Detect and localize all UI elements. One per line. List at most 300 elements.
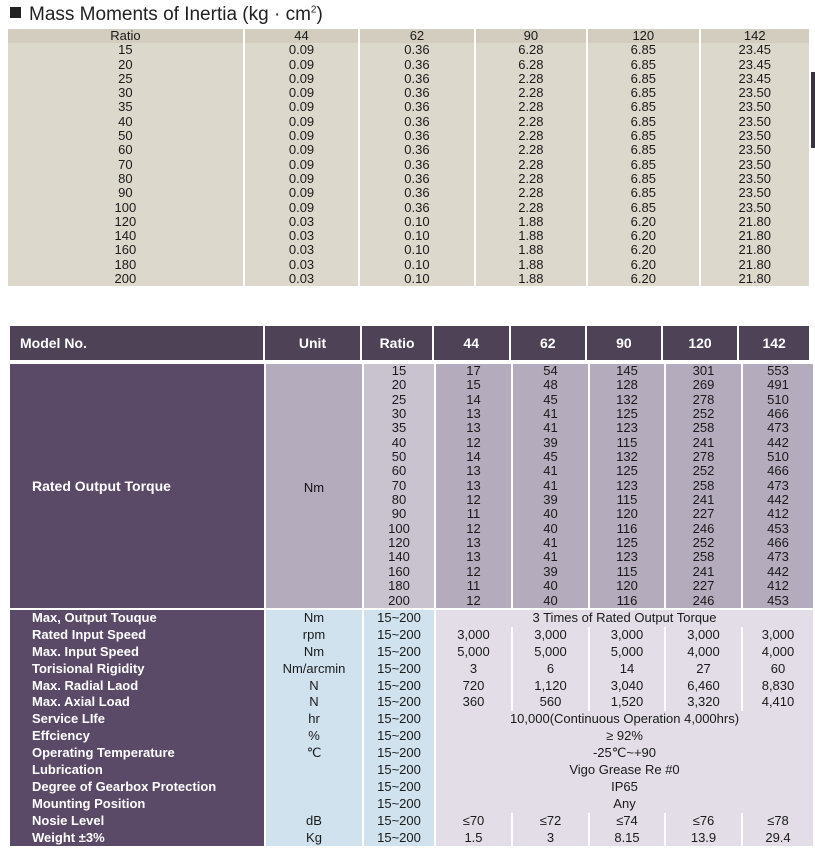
inertia-cell: 21.80 [701, 258, 809, 272]
torque-cell: 278 [666, 393, 741, 407]
inertia-header-cell: 62 [360, 29, 473, 43]
inertia-cell: 6.28 [476, 58, 586, 72]
property-value: 3 [513, 830, 588, 847]
inertia-row [8, 43, 809, 57]
torque-cell: 510 [743, 393, 813, 407]
torque-cell: 125 [590, 464, 664, 478]
torque-cell: 442 [743, 565, 813, 579]
torque-cell: 258 [666, 479, 741, 493]
property-value: 6 [513, 661, 588, 678]
inertia-row [8, 100, 809, 114]
property-label: Operating Temperature [10, 745, 264, 762]
property-value: 5,000 [513, 644, 588, 661]
inertia-cell: 0.36 [360, 172, 473, 186]
torque-cell: 11 [436, 507, 511, 521]
property-value: ≤70 [436, 813, 511, 830]
inertia-cell: 2.28 [476, 158, 586, 172]
property-unit: dB [266, 813, 362, 830]
torque-cell: 12 [436, 565, 511, 579]
torque-cell: 160 [364, 565, 434, 579]
inertia-cell: 21.80 [701, 243, 809, 257]
property-row [10, 678, 813, 695]
inertia-row [8, 72, 809, 86]
torque-cell: 241 [666, 565, 741, 579]
spec-header-cell: 90 [587, 326, 661, 360]
spec-header-cell: 62 [511, 326, 586, 360]
property-ratio: 15~200 [364, 694, 434, 711]
inertia-cell: 2.28 [476, 100, 586, 114]
property-ratio: 15~200 [364, 813, 434, 830]
inertia-cell: 0.36 [360, 72, 473, 86]
torque-cell: 491 [743, 378, 813, 392]
torque-cell: 145 [590, 364, 664, 378]
property-ratio: 15~200 [364, 678, 434, 695]
inertia-table [8, 29, 809, 286]
inertia-cell: 6.85 [588, 129, 698, 143]
torque-cell: 90 [364, 507, 434, 521]
property-label: Mounting Position [10, 796, 264, 813]
inertia-cell: 35 [8, 100, 243, 114]
property-row [10, 796, 813, 813]
inertia-cell: 0.09 [245, 72, 358, 86]
torque-cell: 41 [513, 421, 588, 435]
inertia-header-cell: 90 [476, 29, 586, 43]
property-value: 8,830 [743, 678, 813, 695]
property-label: Nosie Level [10, 813, 264, 830]
inertia-cell: 15 [8, 43, 243, 57]
torque-cell: 120 [590, 507, 664, 521]
property-value-span: Vigo Grease Re #0 [436, 762, 813, 779]
torque-cell: 39 [513, 436, 588, 450]
property-value: 13.9 [666, 830, 741, 847]
property-value: 4,000 [666, 644, 741, 661]
torque-cell: 553 [743, 364, 813, 378]
property-value-span: 3 Times of Rated Output Torque [436, 610, 813, 627]
torque-cell: 442 [743, 436, 813, 450]
inertia-cell: 6.20 [588, 215, 698, 229]
property-ratio: 15~200 [364, 627, 434, 644]
torque-cell: 116 [590, 594, 664, 608]
property-value: 27 [666, 661, 741, 678]
torque-cell: 120 [364, 536, 434, 550]
inertia-cell: 6.20 [588, 258, 698, 272]
inertia-cell: 2.28 [476, 186, 586, 200]
inertia-cell: 140 [8, 229, 243, 243]
property-row [10, 711, 813, 728]
inertia-row [8, 172, 809, 186]
inertia-cell: 0.09 [245, 186, 358, 200]
torque-cell: 25 [364, 393, 434, 407]
torque-row [364, 565, 813, 579]
torque-cell: 12 [436, 493, 511, 507]
inertia-cell: 6.28 [476, 43, 586, 57]
torque-cell: 120 [590, 579, 664, 593]
property-ratio: 15~200 [364, 796, 434, 813]
torque-cell: 278 [666, 450, 741, 464]
torque-cell: 13 [436, 421, 511, 435]
torque-cell: 41 [513, 550, 588, 564]
torque-cell: 241 [666, 436, 741, 450]
property-value: 3,320 [666, 694, 741, 711]
torque-cell: 12 [436, 436, 511, 450]
torque-cell: 473 [743, 550, 813, 564]
torque-cell: 35 [364, 421, 434, 435]
property-label: Max. Axial Load [10, 694, 264, 711]
inertia-cell: 6.85 [588, 58, 698, 72]
torque-label: Rated Output Torque [10, 364, 264, 608]
inertia-cell: 23.50 [701, 172, 809, 186]
torque-cell: 269 [666, 378, 741, 392]
torque-row [364, 479, 813, 493]
inertia-cell: 0.36 [360, 143, 473, 157]
inertia-row [8, 229, 809, 243]
torque-cell: 20 [364, 378, 434, 392]
inertia-cell: 160 [8, 243, 243, 257]
torque-cell: 40 [513, 522, 588, 536]
inertia-cell: 23.50 [701, 86, 809, 100]
inertia-cell: 0.09 [245, 201, 358, 215]
torque-cell: 473 [743, 421, 813, 435]
torque-cell: 115 [590, 565, 664, 579]
property-row [10, 644, 813, 661]
inertia-cell: 0.36 [360, 58, 473, 72]
property-value: 3,000 [590, 627, 664, 644]
property-unit: hr [266, 711, 362, 728]
property-ratio: 15~200 [364, 728, 434, 745]
inertia-row [8, 129, 809, 143]
torque-grid [364, 364, 813, 608]
inertia-row [8, 186, 809, 200]
inertia-cell: 0.09 [245, 86, 358, 100]
property-unit [266, 762, 362, 779]
inertia-cell: 23.50 [701, 115, 809, 129]
inertia-cell: 0.36 [360, 43, 473, 57]
torque-cell: 11 [436, 579, 511, 593]
spec-header-cell: Unit [265, 326, 361, 360]
property-unit: rpm [266, 627, 362, 644]
inertia-cell: 0.10 [360, 272, 473, 286]
torque-cell: 466 [743, 464, 813, 478]
torque-cell: 116 [590, 522, 664, 536]
torque-block [10, 364, 813, 608]
inertia-cell: 0.09 [245, 158, 358, 172]
property-label: Degree of Gearbox Protection [10, 779, 264, 796]
inertia-cell: 20 [8, 58, 243, 72]
side-accent-bar [811, 72, 815, 148]
inertia-cell: 6.85 [588, 72, 698, 86]
property-value: 5,000 [436, 644, 511, 661]
inertia-cell: 6.85 [588, 86, 698, 100]
inertia-header-cell: 44 [245, 29, 358, 43]
inertia-cell: 6.85 [588, 201, 698, 215]
property-value-span: Any [436, 796, 813, 813]
torque-row [364, 450, 813, 464]
inertia-cell: 0.36 [360, 86, 473, 100]
torque-cell: 45 [513, 450, 588, 464]
inertia-cell: 0.09 [245, 58, 358, 72]
torque-row [364, 594, 813, 608]
property-value: 8.15 [590, 830, 664, 847]
property-ratio: 15~200 [364, 779, 434, 796]
torque-unit: Nm [266, 364, 362, 608]
inertia-cell: 70 [8, 158, 243, 172]
inertia-cell: 0.10 [360, 229, 473, 243]
inertia-cell: 2.28 [476, 201, 586, 215]
property-row [10, 661, 813, 678]
inertia-cell: 0.03 [245, 229, 358, 243]
property-value-span: IP65 [436, 779, 813, 796]
inertia-cell: 0.03 [245, 272, 358, 286]
inertia-cell: 6.85 [588, 43, 698, 57]
torque-cell: 40 [513, 594, 588, 608]
torque-cell: 200 [364, 594, 434, 608]
torque-cell: 123 [590, 550, 664, 564]
property-value: 60 [743, 661, 813, 678]
inertia-cell: 23.50 [701, 143, 809, 157]
inertia-row [8, 158, 809, 172]
property-label: Max. Input Speed [10, 644, 264, 661]
property-ratio: 15~200 [364, 610, 434, 627]
inertia-cell: 0.36 [360, 186, 473, 200]
inertia-cell: 180 [8, 258, 243, 272]
property-value: 4,410 [743, 694, 813, 711]
inertia-row [8, 143, 809, 157]
inertia-cell: 2.28 [476, 72, 586, 86]
inertia-cell: 1.88 [476, 272, 586, 286]
property-label: Max. Radial Laod [10, 678, 264, 695]
inertia-cell: 23.50 [701, 158, 809, 172]
torque-cell: 252 [666, 536, 741, 550]
inertia-cell: 23.50 [701, 186, 809, 200]
torque-cell: 100 [364, 522, 434, 536]
torque-row [364, 493, 813, 507]
torque-cell: 12 [436, 594, 511, 608]
inertia-cell: 23.50 [701, 100, 809, 114]
torque-cell: 453 [743, 594, 813, 608]
torque-row [364, 407, 813, 421]
torque-row [364, 579, 813, 593]
torque-row [364, 464, 813, 478]
torque-cell: 40 [513, 507, 588, 521]
spec-header-cell: 120 [663, 326, 738, 360]
inertia-row [8, 115, 809, 129]
inertia-cell: 0.03 [245, 258, 358, 272]
property-value-span: 10,000(Continuous Operation 4,000hrs) [436, 711, 813, 728]
inertia-cell: 120 [8, 215, 243, 229]
inertia-header-cell: 120 [588, 29, 698, 43]
property-ratio: 15~200 [364, 762, 434, 779]
torque-cell: 50 [364, 450, 434, 464]
torque-cell: 301 [666, 364, 741, 378]
inertia-row [8, 215, 809, 229]
torque-cell: 17 [436, 364, 511, 378]
torque-cell: 15 [364, 364, 434, 378]
torque-row [364, 378, 813, 392]
inertia-cell: 0.36 [360, 115, 473, 129]
property-unit: ℃ [266, 745, 362, 762]
spec-header-cell: 142 [739, 326, 809, 360]
torque-cell: 125 [590, 407, 664, 421]
torque-cell: 412 [743, 507, 813, 521]
property-value: ≤76 [666, 813, 741, 830]
property-row [10, 694, 813, 711]
inertia-cell: 40 [8, 115, 243, 129]
inertia-row [8, 243, 809, 257]
torque-cell: 132 [590, 450, 664, 464]
inertia-cell: 60 [8, 143, 243, 157]
torque-cell: 442 [743, 493, 813, 507]
inertia-cell: 25 [8, 72, 243, 86]
torque-cell: 123 [590, 421, 664, 435]
torque-cell: 473 [743, 479, 813, 493]
torque-cell: 13 [436, 550, 511, 564]
property-value: 720 [436, 678, 511, 695]
torque-cell: 30 [364, 407, 434, 421]
inertia-header-cell: 142 [701, 29, 809, 43]
property-value: 3 [436, 661, 511, 678]
property-unit: N [266, 678, 362, 695]
torque-cell: 412 [743, 579, 813, 593]
inertia-cell: 1.88 [476, 229, 586, 243]
torque-row [364, 436, 813, 450]
property-ratio: 15~200 [364, 661, 434, 678]
property-value: ≤78 [743, 813, 813, 830]
torque-cell: 13 [436, 479, 511, 493]
inertia-cell: 0.09 [245, 43, 358, 57]
torque-cell: 15 [436, 378, 511, 392]
property-label: Effciency [10, 728, 264, 745]
torque-cell: 140 [364, 550, 434, 564]
inertia-row [8, 258, 809, 272]
torque-cell: 252 [666, 464, 741, 478]
torque-cell: 80 [364, 493, 434, 507]
torque-cell: 60 [364, 464, 434, 478]
property-unit: Nm/arcmin [266, 661, 362, 678]
torque-cell: 466 [743, 536, 813, 550]
torque-cell: 128 [590, 378, 664, 392]
property-value-span: ≥ 92% [436, 728, 813, 745]
inertia-cell: 6.85 [588, 100, 698, 114]
property-value: 3,000 [743, 627, 813, 644]
inertia-cell: 0.09 [245, 143, 358, 157]
torque-cell: 39 [513, 565, 588, 579]
property-unit: % [266, 728, 362, 745]
property-value: 1,520 [590, 694, 664, 711]
torque-cell: 115 [590, 436, 664, 450]
inertia-cell: 6.85 [588, 172, 698, 186]
torque-cell: 48 [513, 378, 588, 392]
property-unit [266, 796, 362, 813]
inertia-cell: 0.10 [360, 243, 473, 257]
property-label: Weight ±3% [10, 830, 264, 847]
inertia-cell: 1.88 [476, 215, 586, 229]
torque-row [364, 393, 813, 407]
torque-cell: 227 [666, 579, 741, 593]
property-value: 1,120 [513, 678, 588, 695]
property-value: 3,000 [436, 627, 511, 644]
torque-cell: 45 [513, 393, 588, 407]
property-unit: Nm [266, 644, 362, 661]
inertia-cell: 0.36 [360, 129, 473, 143]
inertia-cell: 2.28 [476, 143, 586, 157]
property-ratio: 15~200 [364, 745, 434, 762]
inertia-cell: 21.80 [701, 215, 809, 229]
property-label: Service LIfe [10, 711, 264, 728]
inertia-cell: 6.20 [588, 229, 698, 243]
inertia-cell: 0.36 [360, 201, 473, 215]
property-value-span: -25℃~+90 [436, 745, 813, 762]
torque-cell: 13 [436, 464, 511, 478]
inertia-cell: 2.28 [476, 172, 586, 186]
torque-cell: 54 [513, 364, 588, 378]
property-value: 360 [436, 694, 511, 711]
property-unit: N [266, 694, 362, 711]
inertia-cell: 200 [8, 272, 243, 286]
inertia-cell: 0.09 [245, 100, 358, 114]
torque-cell: 14 [436, 450, 511, 464]
torque-cell: 258 [666, 550, 741, 564]
inertia-cell: 0.03 [245, 215, 358, 229]
torque-cell: 125 [590, 536, 664, 550]
spec-header-cell: 44 [434, 326, 509, 360]
property-unit [266, 779, 362, 796]
torque-cell: 246 [666, 522, 741, 536]
inertia-cell: 6.85 [588, 158, 698, 172]
property-label: Rated Input Speed [10, 627, 264, 644]
inertia-cell: 0.09 [245, 115, 358, 129]
inertia-cell: 6.85 [588, 115, 698, 129]
property-value: 3,000 [666, 627, 741, 644]
torque-row [364, 507, 813, 521]
torque-cell: 246 [666, 594, 741, 608]
torque-cell: 12 [436, 522, 511, 536]
inertia-cell: 2.28 [476, 115, 586, 129]
inertia-cell: 23.50 [701, 129, 809, 143]
inertia-row [8, 58, 809, 72]
property-value: ≤74 [590, 813, 664, 830]
torque-cell: 115 [590, 493, 664, 507]
spec-header-row [10, 326, 809, 360]
torque-row [364, 364, 813, 378]
torque-cell: 123 [590, 479, 664, 493]
property-ratio: 15~200 [364, 644, 434, 661]
torque-cell: 13 [436, 407, 511, 421]
inertia-cell: 21.80 [701, 229, 809, 243]
torque-row [364, 550, 813, 564]
property-value: 560 [513, 694, 588, 711]
inertia-cell: 80 [8, 172, 243, 186]
torque-row [364, 522, 813, 536]
inertia-cell: 23.45 [701, 58, 809, 72]
torque-cell: 258 [666, 421, 741, 435]
torque-row [364, 536, 813, 550]
torque-cell: 41 [513, 407, 588, 421]
torque-cell: 41 [513, 479, 588, 493]
inertia-cell: 23.45 [701, 72, 809, 86]
inertia-cell: 50 [8, 129, 243, 143]
property-label: Torisional Rigidity [10, 661, 264, 678]
torque-cell: 70 [364, 479, 434, 493]
property-unit: Kg [266, 830, 362, 847]
property-row [10, 610, 813, 627]
inertia-cell: 2.28 [476, 86, 586, 100]
inertia-header-row [8, 29, 809, 43]
inertia-cell: 6.85 [588, 186, 698, 200]
torque-cell: 41 [513, 536, 588, 550]
torque-cell: 180 [364, 579, 434, 593]
inertia-cell: 23.50 [701, 201, 809, 215]
property-row [10, 813, 813, 830]
